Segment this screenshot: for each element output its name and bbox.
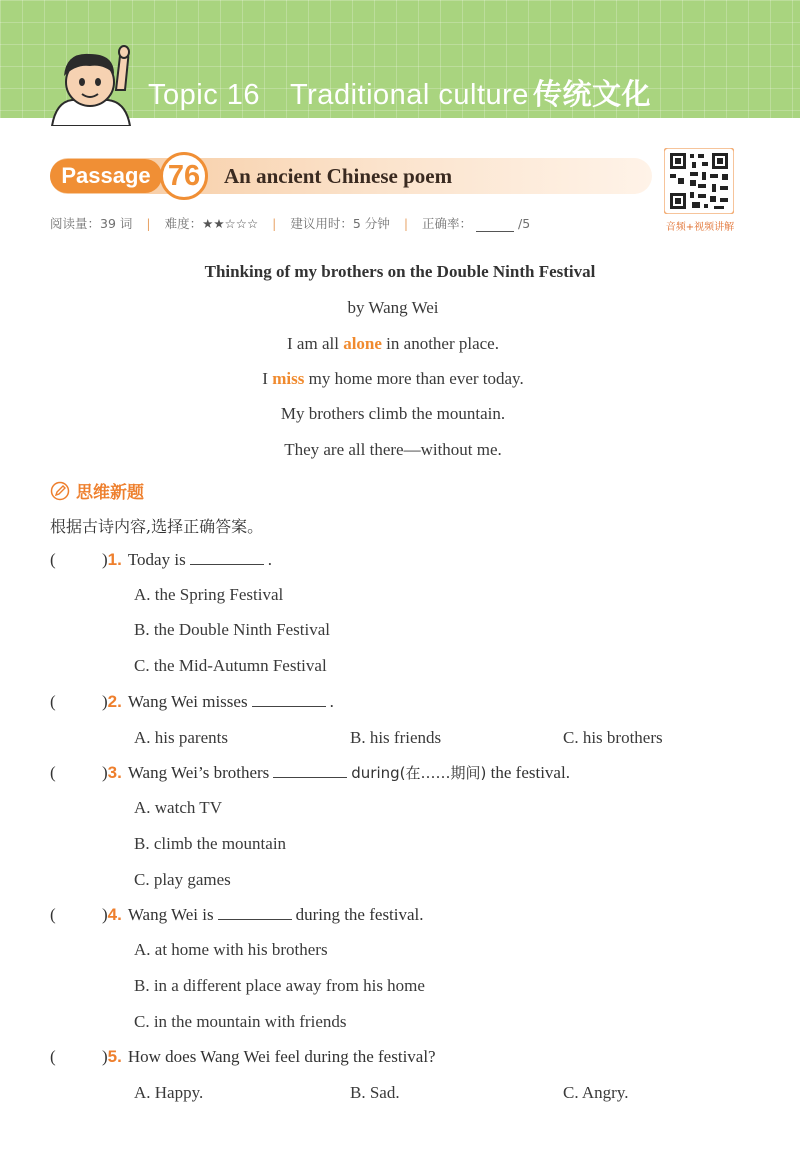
qr-code-icon[interactable]: [664, 148, 734, 214]
option[interactable]: B. climb the mountain: [134, 834, 287, 853]
topic-title-cn: 传统文化: [532, 77, 651, 111]
poem-text: I: [262, 369, 273, 388]
option[interactable]: A. at home with his brothers: [134, 940, 328, 959]
paren-close: ): [102, 692, 108, 711]
difficulty-label: 难度：: [164, 216, 203, 231]
paren-close: ): [102, 1047, 108, 1066]
blank-line: [218, 905, 292, 920]
difficulty-stars: ★★☆☆☆: [202, 216, 259, 231]
paren-close: ): [102, 763, 108, 782]
accuracy-label: 正确率：: [422, 216, 473, 231]
question-text: Today is: [127, 550, 186, 569]
poem-line-1: [0, 334, 786, 354]
question-number: 5.: [107, 1047, 122, 1066]
poem-title: Thinking of my brothers on the Double Ninth Festival: [204, 262, 596, 281]
answer-paren[interactable]: (: [50, 905, 56, 924]
topic-title-en: Traditional culture: [290, 79, 529, 111]
instruction: 根据古诗内容,选择正确答案。: [50, 517, 264, 536]
question-text: Wang Wei misses: [127, 692, 248, 711]
question-1: [50, 550, 272, 570]
question-4: [50, 905, 424, 925]
question-text: Wang Wei’s brothers: [127, 763, 270, 782]
poem-author: by Wang Wei: [347, 298, 439, 317]
qr-caption: 音频+视频讲解: [665, 222, 735, 233]
question-3: [50, 762, 570, 783]
poem-text: in another place.: [381, 334, 499, 353]
question-number: 3.: [107, 763, 122, 782]
word-count: 阅读量：39 词: [50, 216, 133, 231]
section-heading: 思维新题: [76, 483, 144, 503]
question-text: the festival.: [490, 763, 570, 782]
question-text: .: [329, 692, 334, 711]
option[interactable]: C. Angry.: [563, 1083, 629, 1102]
topic-title: [148, 72, 651, 113]
divider: |: [403, 216, 409, 231]
question-number: 1.: [107, 550, 122, 569]
answer-paren[interactable]: (: [50, 692, 56, 711]
passage-number: 76: [160, 152, 208, 200]
option[interactable]: A. watch TV: [134, 798, 222, 817]
poem-text: I am all: [287, 334, 344, 353]
option[interactable]: B. in a different place away from his home: [134, 976, 425, 995]
vocab-highlight: miss: [272, 369, 305, 388]
question-number: 2.: [107, 692, 122, 711]
poem-line-2: [0, 369, 786, 389]
blank-line: [252, 692, 326, 707]
option[interactable]: B. his friends: [350, 728, 442, 747]
paren-close: ): [102, 905, 108, 924]
passage-label: Passage: [50, 159, 162, 193]
accuracy-blank[interactable]: [476, 219, 514, 232]
divider: |: [146, 216, 151, 231]
question-2: [50, 692, 334, 712]
poem-line-4: They are all there—without me.: [284, 440, 502, 459]
option[interactable]: A. Happy.: [134, 1083, 204, 1102]
answer-paren[interactable]: (: [50, 1047, 56, 1066]
cartoon-boy-mascot-icon: [46, 42, 138, 126]
question-number: 4.: [107, 905, 122, 924]
question-text: Wang Wei is: [127, 905, 214, 924]
option[interactable]: C. his brothers: [563, 728, 663, 747]
vocab-highlight: alone: [343, 334, 382, 353]
answer-paren[interactable]: (: [50, 550, 56, 569]
option[interactable]: B. Sad.: [350, 1083, 400, 1102]
option[interactable]: C. play games: [134, 870, 231, 889]
blank-line: [190, 550, 264, 565]
topic-number: Topic 16: [148, 79, 261, 111]
passage-title: An ancient Chinese poem: [224, 164, 453, 188]
poem-text: my home more than ever today.: [304, 369, 524, 388]
answer-paren[interactable]: (: [50, 763, 56, 782]
paren-close: ): [102, 550, 108, 569]
option[interactable]: C. the Mid-Autumn Festival: [134, 656, 327, 675]
reading-info-row: [50, 214, 650, 232]
option[interactable]: A. his parents: [134, 728, 228, 747]
option[interactable]: B. the Double Ninth Festival: [134, 620, 330, 639]
question-text: How does Wang Wei feel during the festival?: [127, 1047, 436, 1066]
question-text: during(在……期间): [351, 764, 487, 782]
pencil-icon: [50, 481, 70, 501]
blank-line: [273, 763, 347, 778]
option[interactable]: C. in the mountain with friends: [134, 1012, 347, 1031]
question-text: .: [267, 550, 272, 569]
suggested-time: 建议用时：5 分钟: [290, 216, 390, 231]
accuracy-total: /5: [518, 216, 531, 231]
poem-line-3: My brothers climb the mountain.: [280, 404, 506, 423]
question-text: during the festival.: [295, 905, 424, 924]
question-5: [50, 1047, 436, 1067]
divider: |: [272, 216, 277, 231]
option[interactable]: A. the Spring Festival: [134, 585, 284, 604]
